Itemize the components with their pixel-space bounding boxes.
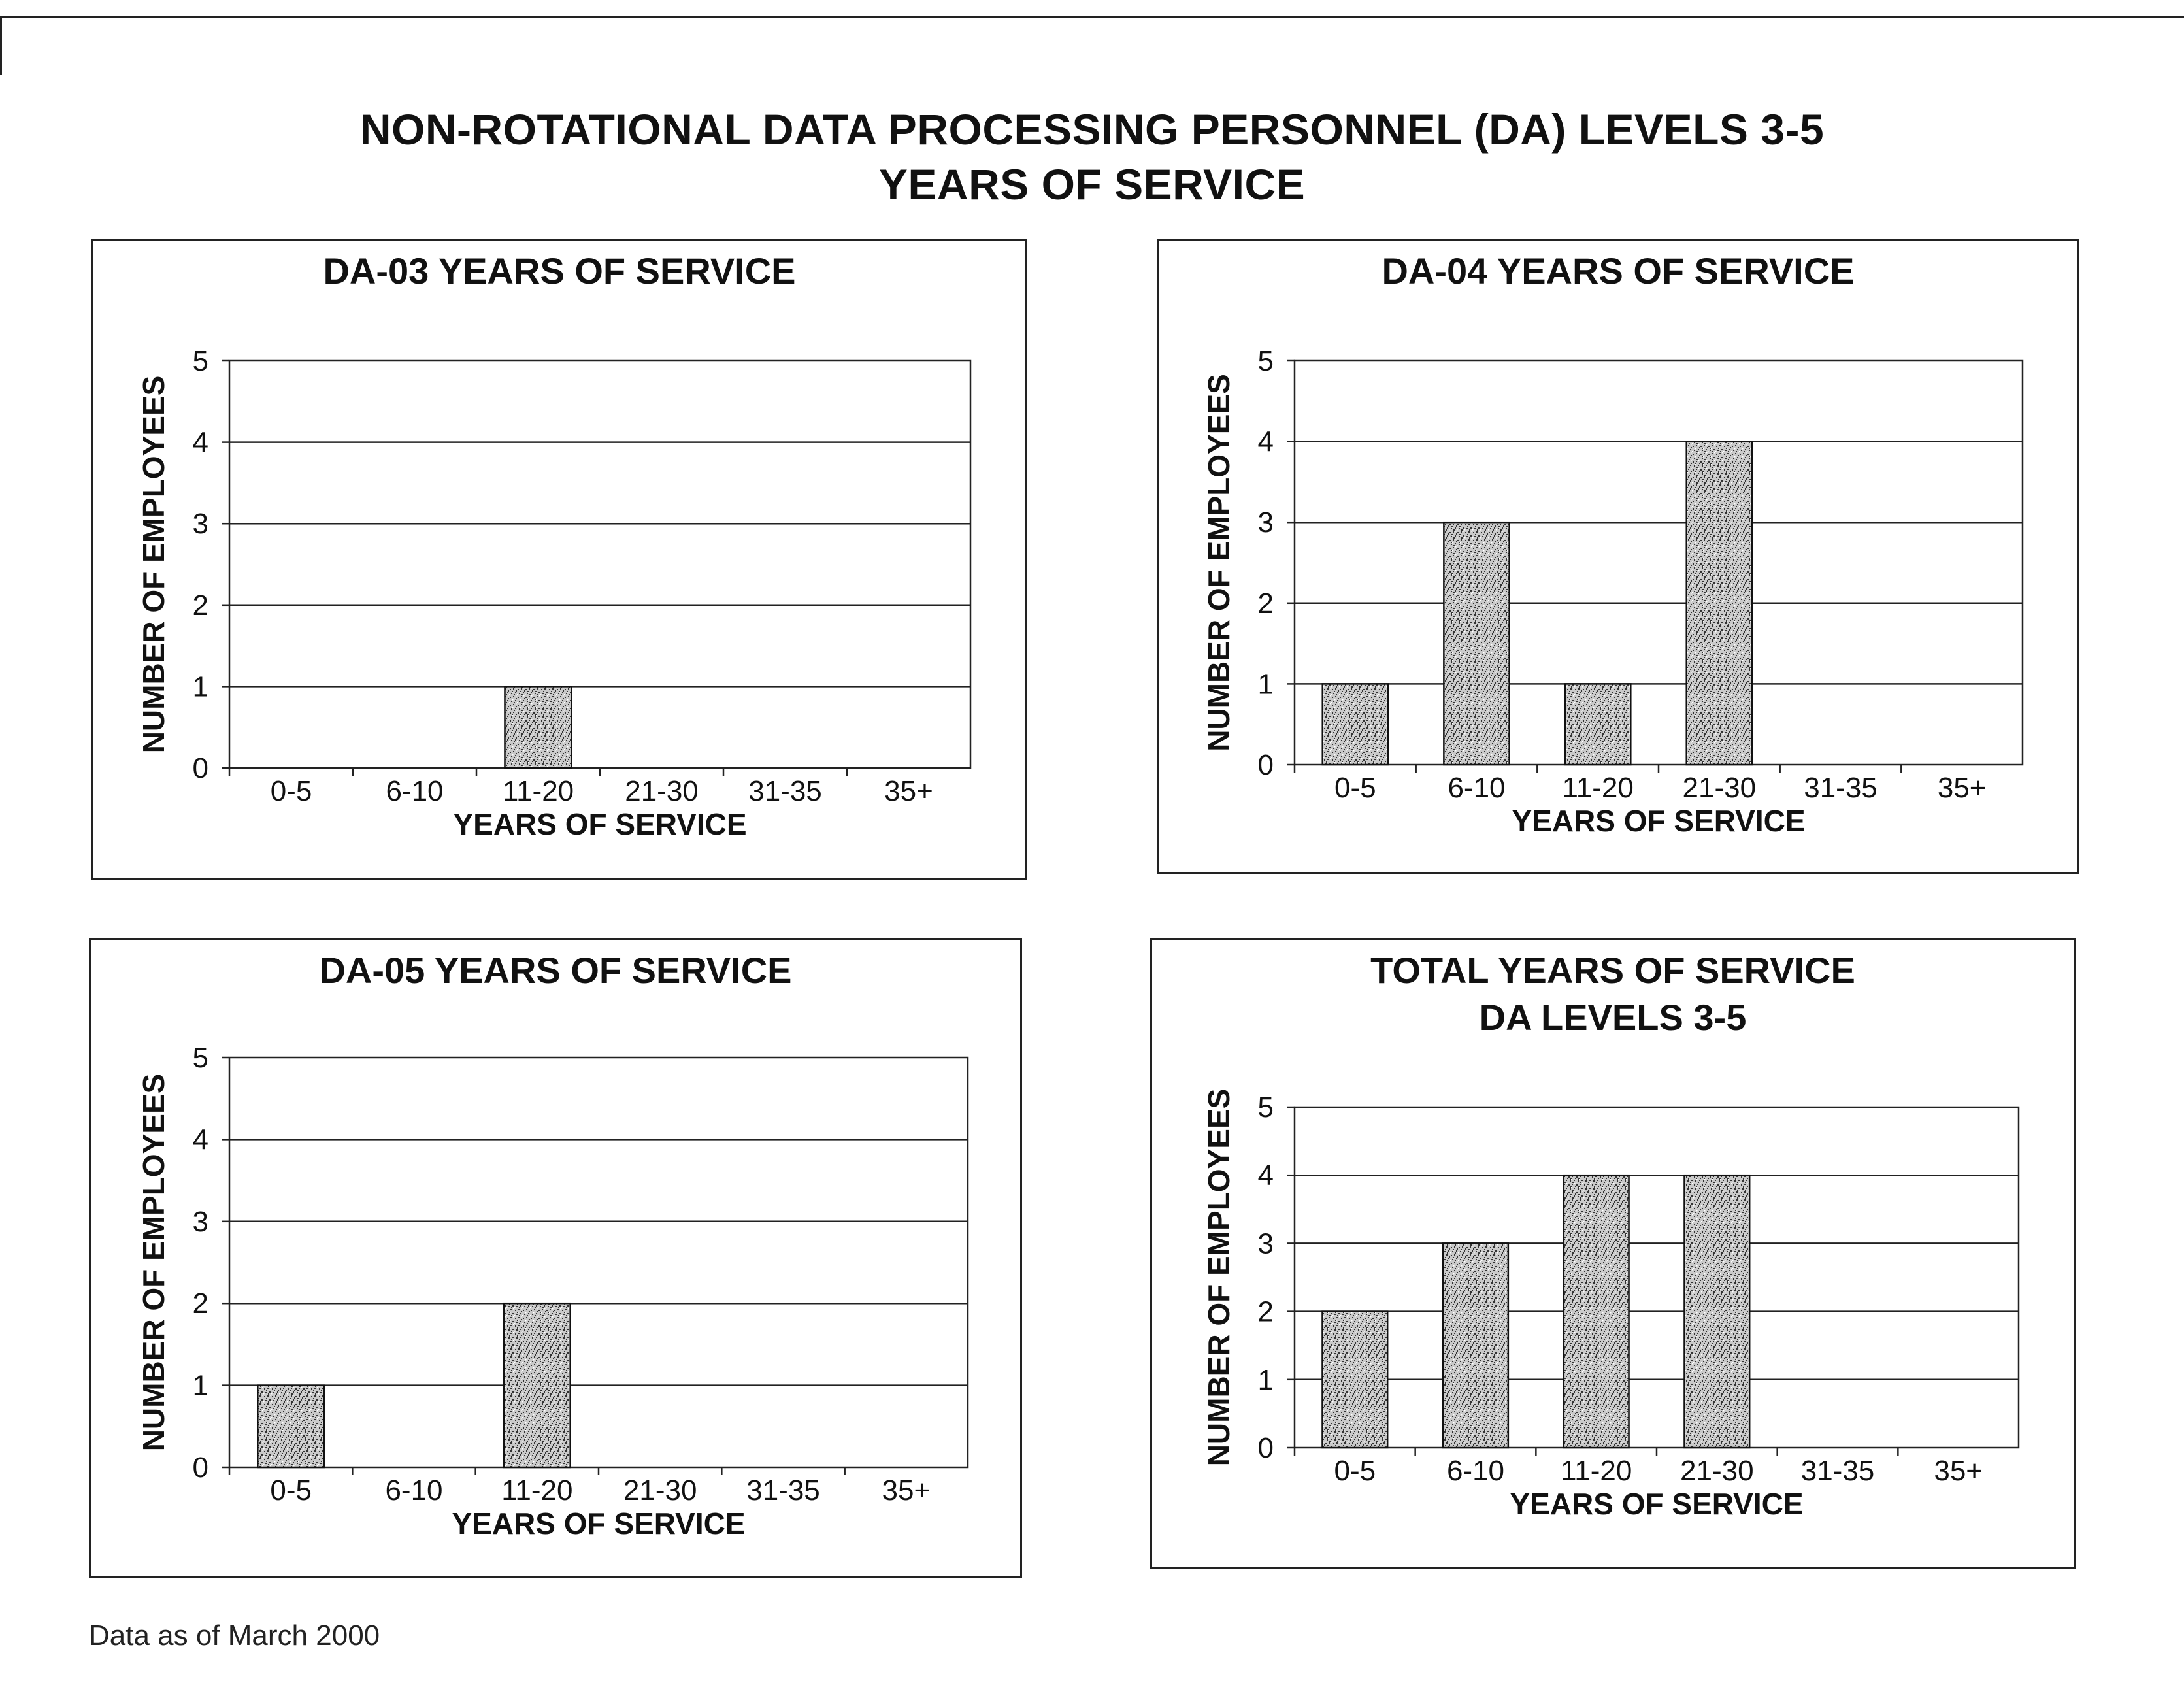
y-tick-label: 4 [1257, 1159, 1274, 1192]
x-tick-label: 0-5 [270, 775, 312, 807]
plot-area [229, 1058, 968, 1467]
bar-6-10 [1443, 1243, 1508, 1448]
y-tick-label: 1 [192, 671, 208, 703]
x-tick-label: 21-30 [623, 1475, 697, 1507]
y-tick-label: 4 [192, 426, 208, 459]
bar-11-20 [1565, 684, 1630, 765]
chart-panel-da-03 [91, 239, 1027, 880]
x-tick-label: 21-30 [1682, 772, 1757, 804]
x-tick-label: 31-35 [1800, 1455, 1875, 1487]
y-tick-label: 3 [1257, 507, 1274, 539]
plot-area [1295, 1107, 2019, 1448]
y-tick-label: 1 [192, 1369, 208, 1402]
page-title: NON-ROTATIONAL DATA PROCESSING PERSONNEL (DA) LEVELS 3-5 [359, 105, 1825, 154]
chart-panel-total [1150, 938, 2076, 1569]
x-tick-label: 0-5 [1334, 1455, 1376, 1487]
x-tick-label: 6-10 [1448, 772, 1506, 804]
y-tick-label: 3 [1257, 1227, 1274, 1260]
plot-area [229, 361, 970, 768]
y-tick-label: 4 [1257, 425, 1274, 458]
x-tick-label: 31-35 [748, 775, 822, 807]
y-axis-label: NUMBER OF EMPLOYEES [137, 375, 171, 754]
x-tick-label: 31-35 [746, 1475, 820, 1507]
x-tick-label: 0-5 [270, 1475, 312, 1507]
y-tick-label: 0 [1257, 749, 1274, 781]
y-tick-label: 2 [192, 1288, 208, 1320]
y-tick-label: 2 [1257, 1295, 1274, 1328]
page-subtitle: YEARS OF SERVICE [878, 160, 1306, 208]
y-tick-label: 0 [192, 1452, 208, 1484]
x-tick-label: 0-5 [1334, 772, 1376, 804]
data-date-footnote: Data as of March 2000 [89, 1620, 380, 1652]
y-axis-label: NUMBER OF EMPLOYEES [1202, 374, 1236, 752]
plot-area [1295, 361, 2023, 765]
x-axis-label: YEARS OF SERVICE [453, 807, 747, 841]
chart-svg [1159, 241, 2077, 872]
y-tick-label: 5 [1257, 1091, 1274, 1124]
x-tick-label: 6-10 [385, 1475, 443, 1507]
y-axis-label: NUMBER OF EMPLOYEES [1202, 1088, 1236, 1467]
y-tick-label: 1 [1257, 668, 1274, 701]
bar-11-20 [504, 1303, 571, 1467]
y-tick-label: 4 [192, 1124, 208, 1156]
bar-11-20 [1564, 1175, 1629, 1448]
y-tick-label: 3 [192, 1205, 208, 1238]
chart-panel-da-05 [89, 938, 1022, 1578]
y-tick-label: 2 [1257, 587, 1274, 620]
x-tick-label: 35+ [1937, 772, 1987, 804]
x-axis-label: YEARS OF SERVICE [452, 1507, 746, 1541]
x-tick-label: 35+ [884, 775, 933, 807]
bar-21-30 [1687, 442, 1752, 765]
x-tick-label: 11-20 [501, 1475, 573, 1507]
bar-0-5 [257, 1386, 324, 1467]
chart-svg [91, 940, 1020, 1576]
chart-title: TOTAL YEARS OF SERVICE [1370, 950, 1855, 991]
x-tick-label: 6-10 [386, 775, 444, 807]
y-axis-label: NUMBER OF EMPLOYEES [137, 1073, 171, 1452]
top-rule [0, 16, 2184, 18]
y-tick-label: 5 [192, 345, 208, 377]
x-tick-label: 11-20 [1561, 1455, 1632, 1487]
chart-panel-da-04 [1157, 239, 2079, 874]
x-tick-label: 35+ [1934, 1455, 1983, 1487]
chart-title: DA-03 YEARS OF SERVICE [323, 250, 796, 292]
y-tick-label: 5 [1257, 345, 1274, 377]
x-tick-label: 31-35 [1804, 772, 1878, 804]
bar-6-10 [1444, 522, 1509, 765]
chart-title: DA-05 YEARS OF SERVICE [319, 950, 792, 991]
y-tick-label: 0 [192, 752, 208, 784]
x-tick-label: 6-10 [1446, 1455, 1505, 1487]
x-tick-label: 35+ [882, 1475, 931, 1507]
y-tick-label: 0 [1257, 1432, 1274, 1464]
y-tick-label: 2 [192, 589, 208, 622]
left-rule [0, 16, 2, 75]
chart-title: DA-04 YEARS OF SERVICE [1382, 250, 1855, 292]
x-tick-label: 11-20 [1562, 772, 1634, 804]
x-tick-label: 21-30 [1680, 1455, 1754, 1487]
x-tick-label: 11-20 [502, 775, 574, 807]
bar-0-5 [1322, 1312, 1387, 1448]
x-axis-label: YEARS OF SERVICE [1512, 804, 1806, 838]
chart-subtitle: DA LEVELS 3-5 [1479, 997, 1747, 1038]
x-axis-label: YEARS OF SERVICE [1510, 1487, 1804, 1521]
y-tick-label: 5 [192, 1042, 208, 1074]
chart-svg [1152, 940, 2074, 1567]
y-tick-label: 3 [192, 508, 208, 541]
x-tick-label: 21-30 [625, 775, 699, 807]
chart-svg [93, 241, 1025, 878]
y-tick-label: 1 [1257, 1363, 1274, 1396]
bar-11-20 [505, 686, 571, 768]
bar-0-5 [1323, 684, 1388, 765]
bar-21-30 [1684, 1175, 1749, 1448]
